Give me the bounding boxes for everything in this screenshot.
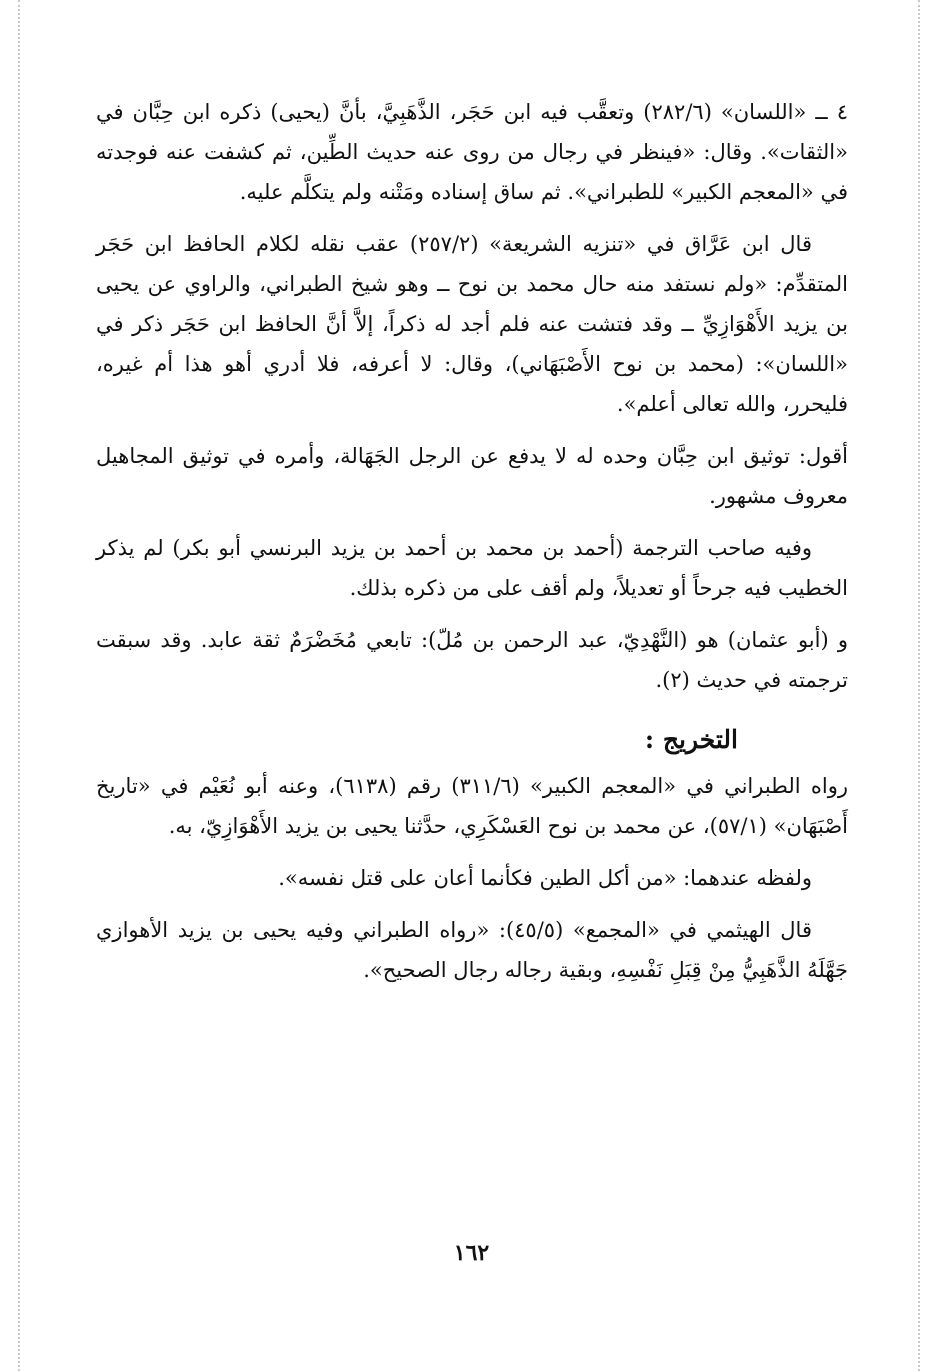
scan-margin-dots-right: [918, 0, 920, 1371]
paragraph-haythami: قال الهيثمي في «المجمع» (٤٥/٥): «رواه الطبراني وفيه يحيى بن يزيد الأهوازي جَهَّلَهُ الذَّهَبِيُّ مِنْ قِبَلِ نَفْسِهِ، وبقية رجاله رجال الصحيح».: [96, 918, 848, 982]
paragraph-lisan: ٤ ــ «اللسان» (٢٨٢/٦) وتعقَّب فيه ابن حَجَر، الذَّهَبِيَّ، بأنَّ (يحيى) ذكره ابن حِبَّان في «الثقات». وقال: «فينظر في رجال من روى عنه حديث الطِّين، ثم كشفت عنه فوجدته في «المعجم الكبير» للطبراني». ثم ساق إسناده ومَتْنه ولم يتكلَّم عليه.: [96, 100, 848, 204]
paragraph-lafzuhu: ولفظه عندهما: «من أكل الطين فكأنما أعان على قتل نفسه».: [278, 866, 812, 890]
paragraph-ibn-arraq: قال ابن عَرَّاق في «تنزيه الشريعة» (٢٥٧/٢) عقب نقله لكلام الحافظ ابن حَجَر المتقدِّم: «ولم نستفد منه حال محمد بن نوح ــ وهو شيخ الطبراني، والراوي عن يحيى بن يزيد الأَهْوَازِيِّ ــ وقد فتشت عنه فلم أجد له ذكراً، إلاَّ أنَّ الحافظ ابن حَجَر ذكر في «اللسان»: (محمد بن نوح الأَصْبَهَاني)، وقال: لا أعرفه، فلا أدري أهو هذا أم غيره، فليحرر، والله تعالى أعلم».: [96, 232, 848, 416]
paragraph-abu-othman: و (أبو عثمان) هو (النَّهْدِيّ، عبد الرحمن بن مُلّ): تابعي مُخَضْرَمٌ ثقة عابد. وقد سبقت ترجمته في حديث (٢).: [96, 628, 848, 692]
scan-margin-dots-left: [18, 0, 20, 1371]
paragraph-tabarani: رواه الطبراني في «المعجم الكبير» (٣١١/٦) رقم (٦١٣٨)، وعنه أبو نُعَيْم في «تاريخ أَصْبَهَان» (٥٧/١)، عن محمد بن نوح العَسْكَرِي، حدَّثنا يحيى بن يزيد الأَهْوَازِيّ، به.: [96, 774, 848, 838]
page-body: [96, 92, 848, 1002]
page-number: ١٦٢: [453, 1240, 490, 1266]
paragraph-sahib-tarjama: وفيه صاحب الترجمة (أحمد بن محمد بن أحمد بن يزيد البرنسي أبو بكر) لم يذكر الخطيب فيه جرحاً أو تعديلاً، ولم أقف على من ذكره بذلك.: [96, 536, 848, 600]
section-heading-takhrij: التخريج :: [644, 725, 738, 754]
paragraph-aqool: أقول: توثيق ابن حِبَّان وحده له لا يدفع عن الرجل الجَهَالة، وأمره في توثيق المجاهيل معروف مشهور.: [96, 444, 848, 508]
